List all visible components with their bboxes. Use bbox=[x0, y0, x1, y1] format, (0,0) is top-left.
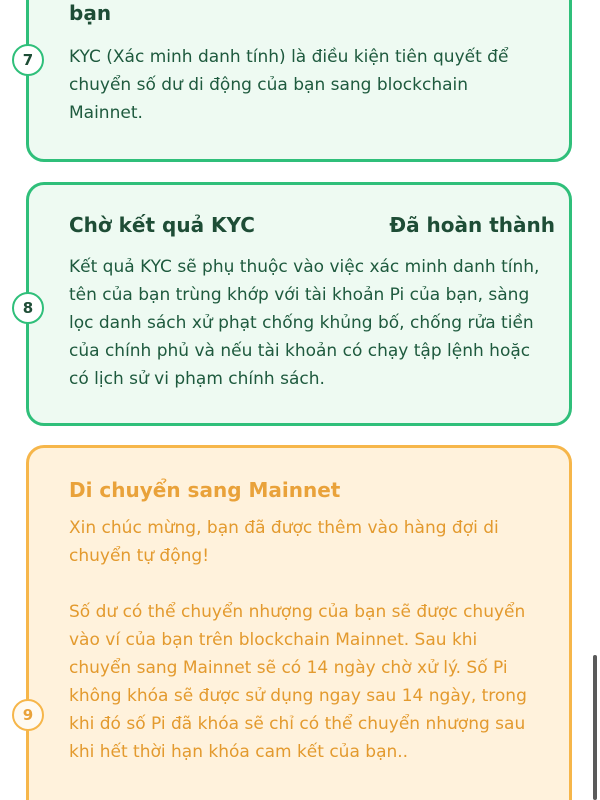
step-number-badge: 7 bbox=[12, 44, 44, 76]
step-description-text: KYC (Xác minh danh tính) là điều kiện tiên quyết để chuyển số dư di động của bạn sang blockchain Mainnet. bbox=[69, 47, 509, 123]
step-card-kyc bbox=[22, 0, 572, 162]
step-card-mainnet-migration bbox=[22, 445, 572, 800]
step-number-badge: 9 bbox=[12, 699, 44, 731]
status-badge: Đã hoàn thành bbox=[389, 213, 555, 237]
step-title: Di chuyển sang Mainnet bbox=[69, 478, 341, 502]
step-number-badge: 8 bbox=[12, 292, 44, 324]
step-description bbox=[69, 253, 541, 393]
step-title: bạn bbox=[69, 1, 112, 25]
step-description bbox=[69, 514, 541, 766]
scrollbar[interactable] bbox=[593, 655, 597, 800]
step-description-text: Số dư có thể chuyển nhượng của bạn sẽ được chuyển vào ví của bạn trên blockchain Mainnet. Sau khi chuyển sang Mainnet sẽ có 14 ngày chờ xử lý. Số Pi không khóa sẽ được sử dụng ngay sau 14 ngày, trong khi đó số Pi đã khóa sẽ chỉ có thể chuyển nhượng sau khi hết thời hạn khóa cam kết của bạn.. bbox=[69, 602, 527, 762]
step-title: Chờ kết quả KYC bbox=[69, 213, 255, 237]
step-description bbox=[69, 43, 541, 127]
step-description-text: Xin chúc mừng, bạn đã được thêm vào hàng đợi di chuyển tự động! bbox=[69, 518, 499, 566]
step-description-text: Kết quả KYC sẽ phụ thuộc vào việc xác minh danh tính, tên của bạn trùng khớp với tài khoản Pi của bạn, sàng lọc danh sách xử phạt chống khủng bố, chống rửa tiền của chính phủ và nếu tài khoản có chạy tập lệnh hoặc có lịch sử vi phạm chính sách. bbox=[69, 257, 540, 389]
step-card-kyc-result bbox=[22, 182, 572, 426]
